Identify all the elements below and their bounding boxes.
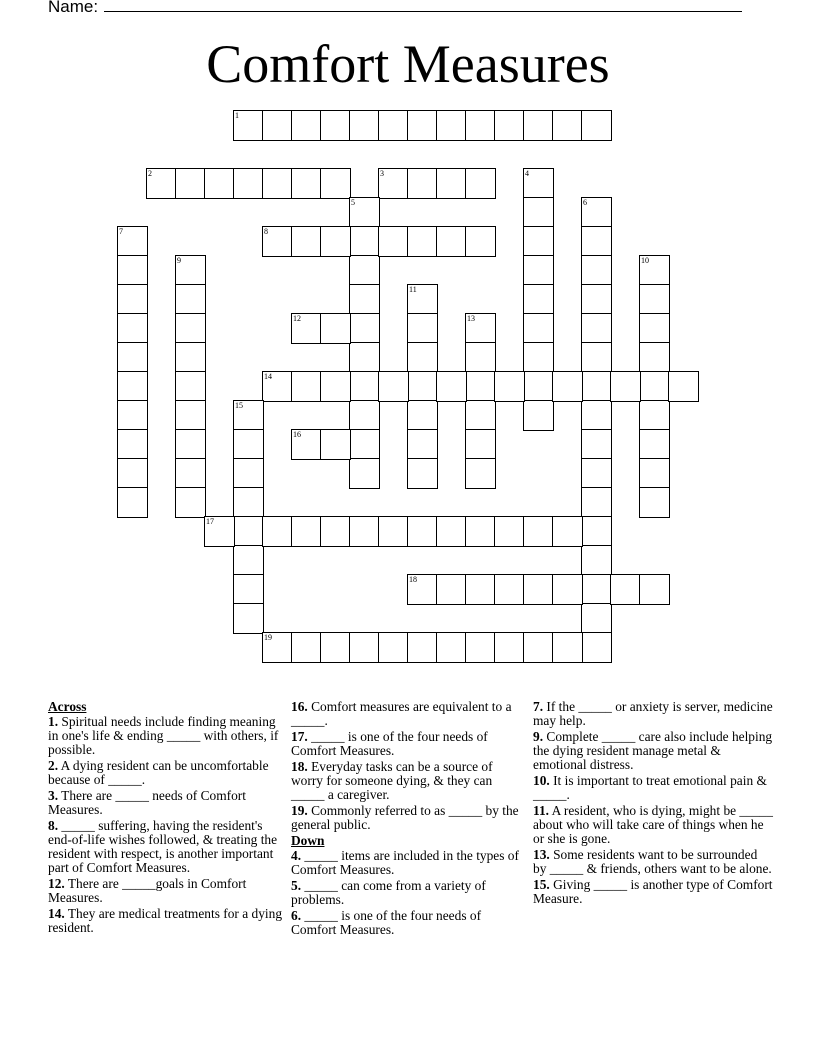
grid-cell[interactable] xyxy=(349,110,380,141)
grid-cell[interactable] xyxy=(639,342,670,373)
grid-cell[interactable] xyxy=(320,110,351,141)
clue-item xyxy=(533,774,773,802)
grid-cell[interactable] xyxy=(175,400,206,431)
grid-cell[interactable] xyxy=(407,313,438,344)
grid-cell[interactable] xyxy=(407,400,438,431)
clue-item-number: 1. xyxy=(48,714,59,729)
clue-number: 14 xyxy=(264,372,272,381)
grid-cell[interactable] xyxy=(320,313,351,344)
grid-cell[interactable] xyxy=(465,342,496,373)
grid-cell[interactable] xyxy=(552,371,583,402)
grid-cell[interactable] xyxy=(349,371,380,402)
clue-item-number: 14. xyxy=(48,906,65,921)
clue-item xyxy=(291,700,523,728)
grid-cell[interactable] xyxy=(291,168,322,199)
grid-cell[interactable] xyxy=(465,632,496,663)
grid-cell[interactable] xyxy=(320,516,351,547)
grid-cell[interactable] xyxy=(291,110,322,141)
grid-cell[interactable] xyxy=(523,284,554,315)
clue-item-number: 8. xyxy=(48,818,59,833)
grid-cell[interactable] xyxy=(349,632,380,663)
clue-item-number: 5. xyxy=(291,878,302,893)
grid-cell[interactable] xyxy=(523,197,554,228)
clue-item-text: Comfort measures are equivalent to a _____. xyxy=(291,699,512,728)
clue-item-text: Commonly referred to as _____ by the general public. xyxy=(291,803,519,832)
grid-cell[interactable] xyxy=(233,516,264,547)
grid-cell[interactable] xyxy=(465,371,496,402)
grid-cell[interactable] xyxy=(581,429,612,460)
clue-item-text: Everyday tasks can be a source of worry for someone dying, & they can _____ a caregiver. xyxy=(291,759,493,802)
grid-cell[interactable] xyxy=(233,458,264,489)
clues-column-2 xyxy=(291,700,523,939)
grid-cell[interactable] xyxy=(523,226,554,257)
grid-cell[interactable] xyxy=(233,545,264,576)
clue-number: 7 xyxy=(119,227,123,236)
grid-cell[interactable] xyxy=(465,429,496,460)
grid-cell[interactable] xyxy=(262,632,293,663)
grid-cell[interactable] xyxy=(436,371,467,402)
clue-item-number: 2. xyxy=(48,758,59,773)
grid-cell[interactable] xyxy=(465,226,496,257)
grid-cell[interactable] xyxy=(494,574,525,605)
grid-cell[interactable] xyxy=(175,168,206,199)
grid-cell[interactable] xyxy=(407,284,438,315)
clue-item-number: 9. xyxy=(533,729,544,744)
grid-cell[interactable] xyxy=(146,168,177,199)
grid-cell[interactable] xyxy=(117,371,148,402)
grid-cell[interactable] xyxy=(581,313,612,344)
grid-cell[interactable] xyxy=(465,400,496,431)
grid-cell[interactable] xyxy=(349,429,380,460)
grid-cell[interactable] xyxy=(378,632,409,663)
grid-cell[interactable] xyxy=(523,632,554,663)
grid-cell[interactable] xyxy=(407,110,438,141)
clue-item-number: 17. xyxy=(291,729,308,744)
clue-item-number: 11. xyxy=(533,803,549,818)
grid-cell[interactable] xyxy=(552,516,583,547)
clue-item-text: A resident, who is dying, might be _____ about who will take care of things when he or she is gone. xyxy=(533,803,773,846)
grid-cell[interactable] xyxy=(262,110,293,141)
grid-cell[interactable] xyxy=(639,313,670,344)
clue-item-text: There are _____goals in Comfort Measures. xyxy=(48,876,247,905)
grid-cell[interactable] xyxy=(494,371,525,402)
grid-cell[interactable] xyxy=(407,516,438,547)
clue-item xyxy=(48,877,286,905)
grid-cell[interactable] xyxy=(117,487,148,518)
grid-cell[interactable] xyxy=(291,429,322,460)
clue-item-text: _____ can come from a variety of problems. xyxy=(291,878,486,907)
grid-cell[interactable] xyxy=(117,226,148,257)
grid-cell[interactable] xyxy=(407,168,438,199)
grid-cell[interactable] xyxy=(262,371,293,402)
grid-cell[interactable] xyxy=(378,516,409,547)
grid-cell[interactable] xyxy=(349,516,380,547)
grid-cell[interactable] xyxy=(349,400,380,431)
grid-cell[interactable] xyxy=(581,458,612,489)
grid-cell[interactable] xyxy=(639,400,670,431)
grid-cell[interactable] xyxy=(233,110,264,141)
clue-item-text: If the _____ or anxiety is server, medicine may help. xyxy=(533,699,773,728)
clue-item-text: Spiritual needs include finding meaning in one's life & ending _____ with others, if possible. xyxy=(48,714,279,757)
grid-cell[interactable] xyxy=(581,545,612,576)
grid-cell[interactable] xyxy=(581,487,612,518)
grid-cell[interactable] xyxy=(581,255,612,286)
grid-cell[interactable] xyxy=(581,516,612,547)
grid-cell[interactable] xyxy=(117,255,148,286)
grid-cell[interactable] xyxy=(639,574,670,605)
clue-item xyxy=(291,804,523,832)
grid-cell[interactable] xyxy=(581,197,612,228)
clue-item-text: _____ suffering, having the resident's end-of-life wishes followed, & treating the resident with respect, is another important part of Comfort Measures. xyxy=(48,818,278,875)
grid-cell[interactable] xyxy=(117,313,148,344)
grid-cell[interactable] xyxy=(291,226,322,257)
grid-cell[interactable] xyxy=(523,313,554,344)
clues-column-1 xyxy=(48,700,286,937)
grid-cell[interactable] xyxy=(320,226,351,257)
clue-item xyxy=(48,715,286,757)
clue-number: 6 xyxy=(583,198,587,207)
grid-cell[interactable] xyxy=(175,487,206,518)
clue-item-text: It is important to treat emotional pain & _____. xyxy=(533,773,767,802)
grid-cell[interactable] xyxy=(639,458,670,489)
grid-cell[interactable] xyxy=(552,574,583,605)
clue-item-text: Complete _____ care also include helping the dying resident manage metal & emotional distress. xyxy=(533,729,773,772)
grid-cell[interactable] xyxy=(523,574,554,605)
grid-cell[interactable] xyxy=(175,342,206,373)
clue-number: 18 xyxy=(409,575,417,584)
grid-cell[interactable] xyxy=(494,632,525,663)
grid-cell[interactable] xyxy=(233,487,264,518)
grid-cell[interactable] xyxy=(378,371,409,402)
grid-cell[interactable] xyxy=(552,110,583,141)
clue-item xyxy=(533,804,773,846)
grid-cell[interactable] xyxy=(552,632,583,663)
clue-item xyxy=(291,849,523,877)
grid-cell[interactable] xyxy=(378,226,409,257)
grid-cell[interactable] xyxy=(262,226,293,257)
clue-number: 12 xyxy=(293,314,301,323)
grid-cell[interactable] xyxy=(523,516,554,547)
grid-cell[interactable] xyxy=(581,226,612,257)
grid-cell[interactable] xyxy=(436,632,467,663)
page-title: Comfort Measures xyxy=(206,34,610,94)
clue-item-text: There are _____ needs of Comfort Measures. xyxy=(48,788,246,817)
grid-cell[interactable] xyxy=(668,371,699,402)
grid-cell[interactable] xyxy=(581,574,612,605)
clue-number: 16 xyxy=(293,430,301,439)
clue-item-number: 18. xyxy=(291,759,308,774)
clue-item-number: 10. xyxy=(533,773,550,788)
grid-cell[interactable] xyxy=(407,429,438,460)
grid-cell[interactable] xyxy=(465,516,496,547)
clue-item xyxy=(291,879,523,907)
clue-item-number: 4. xyxy=(291,848,302,863)
grid-cell[interactable] xyxy=(175,371,206,402)
clue-item-text: Some residents want to be surrounded by _____ & friends, others want to be alone. xyxy=(533,847,772,876)
grid-cell[interactable] xyxy=(378,168,409,199)
grid-cell[interactable] xyxy=(494,516,525,547)
grid-cell[interactable] xyxy=(523,168,554,199)
clue-item-text: _____ items are included in the types of Comfort Measures. xyxy=(291,848,519,877)
grid-cell[interactable] xyxy=(407,226,438,257)
clue-item-text: A dying resident can be uncomfortable because of _____. xyxy=(48,758,269,787)
grid-cell[interactable] xyxy=(117,284,148,315)
grid-cell[interactable] xyxy=(233,429,264,460)
grid-cell[interactable] xyxy=(523,400,554,431)
grid-cell[interactable] xyxy=(233,168,264,199)
grid-cell[interactable] xyxy=(117,429,148,460)
grid-cell[interactable] xyxy=(465,458,496,489)
clue-number: 5 xyxy=(351,198,355,207)
clue-item-text: _____ is one of the four needs of Comfort Measures. xyxy=(291,908,482,937)
clue-item-number: 13. xyxy=(533,847,550,862)
grid-cell[interactable] xyxy=(436,574,467,605)
grid-cell[interactable] xyxy=(320,168,351,199)
grid-cell[interactable] xyxy=(581,632,612,663)
grid-cell[interactable] xyxy=(175,284,206,315)
grid-cell[interactable] xyxy=(581,603,612,634)
grid-cell[interactable] xyxy=(320,632,351,663)
grid-cell[interactable] xyxy=(610,371,641,402)
grid-cell[interactable] xyxy=(175,458,206,489)
clue-item xyxy=(48,789,286,817)
grid-cell[interactable] xyxy=(581,371,612,402)
clue-number: 17 xyxy=(206,517,214,526)
grid-cell[interactable] xyxy=(320,429,351,460)
grid-cell[interactable] xyxy=(523,255,554,286)
name-label: Name: xyxy=(48,0,99,16)
grid-cell[interactable] xyxy=(581,342,612,373)
grid-cell[interactable] xyxy=(407,632,438,663)
clue-item-number: 7. xyxy=(533,699,544,714)
grid-cell[interactable] xyxy=(233,400,264,431)
clue-item xyxy=(291,730,523,758)
grid-cell[interactable] xyxy=(349,284,380,315)
grid-cell[interactable] xyxy=(117,342,148,373)
clue-number: 19 xyxy=(264,633,272,642)
grid-cell[interactable] xyxy=(465,313,496,344)
grid-cell[interactable] xyxy=(407,371,438,402)
grid-cell[interactable] xyxy=(262,168,293,199)
grid-cell[interactable] xyxy=(291,516,322,547)
grid-cell[interactable] xyxy=(349,255,380,286)
clue-item xyxy=(533,848,773,876)
grid-cell[interactable] xyxy=(523,110,554,141)
clue-item xyxy=(533,730,773,772)
grid-cell[interactable] xyxy=(523,371,554,402)
grid-cell[interactable] xyxy=(117,458,148,489)
grid-cell[interactable] xyxy=(436,110,467,141)
grid-cell[interactable] xyxy=(494,110,525,141)
grid-cell[interactable] xyxy=(378,110,409,141)
clue-number: 10 xyxy=(641,256,649,265)
clue-item-number: 19. xyxy=(291,803,308,818)
grid-cell[interactable] xyxy=(639,429,670,460)
grid-cell[interactable] xyxy=(581,400,612,431)
grid-cell[interactable] xyxy=(639,284,670,315)
grid-cell[interactable] xyxy=(407,458,438,489)
clue-number: 15 xyxy=(235,401,243,410)
grid-cell[interactable] xyxy=(581,110,612,141)
grid-cell[interactable] xyxy=(349,458,380,489)
clue-item-number: 16. xyxy=(291,699,308,714)
grid-cell[interactable] xyxy=(639,487,670,518)
grid-cell[interactable] xyxy=(639,255,670,286)
clue-number: 8 xyxy=(264,227,268,236)
clue-item xyxy=(291,909,523,937)
grid-cell[interactable] xyxy=(407,342,438,373)
clue-item xyxy=(291,760,523,802)
grid-cell[interactable] xyxy=(233,574,264,605)
grid-cell[interactable] xyxy=(175,429,206,460)
clue-item-text: Giving _____ is another type of Comfort Measure. xyxy=(533,877,773,906)
clue-item xyxy=(48,819,286,875)
grid-cell[interactable] xyxy=(436,516,467,547)
clue-number: 4 xyxy=(525,169,529,178)
grid-cell[interactable] xyxy=(262,516,293,547)
clue-item xyxy=(48,907,286,935)
grid-cell[interactable] xyxy=(320,371,351,402)
grid-cell[interactable] xyxy=(349,197,380,228)
grid-cell[interactable] xyxy=(291,632,322,663)
grid-cell[interactable] xyxy=(175,255,206,286)
grid-cell[interactable] xyxy=(204,516,235,547)
clue-item-text: _____ is one of the four needs of Comfort Measures. xyxy=(291,729,488,758)
grid-cell[interactable] xyxy=(407,574,438,605)
grid-cell[interactable] xyxy=(349,226,380,257)
clues-heading: Down xyxy=(291,833,325,848)
grid-cell[interactable] xyxy=(291,313,322,344)
grid-cell[interactable] xyxy=(581,284,612,315)
clue-item-number: 12. xyxy=(48,876,65,891)
clue-number: 2 xyxy=(148,169,152,178)
grid-cell[interactable] xyxy=(349,313,380,344)
clue-item-text: They are medical treatments for a dying resident. xyxy=(48,906,283,935)
grid-cell[interactable] xyxy=(465,168,496,199)
clues-column-3 xyxy=(533,700,773,908)
grid-cell[interactable] xyxy=(117,400,148,431)
grid-cell[interactable] xyxy=(523,342,554,373)
clue-item xyxy=(533,700,773,728)
clues-heading: Across xyxy=(48,699,87,714)
grid-cell[interactable] xyxy=(610,574,641,605)
clue-number: 11 xyxy=(409,285,417,294)
grid-cell[interactable] xyxy=(465,110,496,141)
grid-cell[interactable] xyxy=(175,313,206,344)
clue-item-number: 6. xyxy=(291,908,302,923)
clue-item-number: 15. xyxy=(533,877,550,892)
grid-cell[interactable] xyxy=(291,371,322,402)
grid-cell[interactable] xyxy=(465,574,496,605)
grid-cell[interactable] xyxy=(436,226,467,257)
clue-number: 3 xyxy=(380,169,384,178)
clue-number: 9 xyxy=(177,256,181,265)
grid-cell[interactable] xyxy=(233,603,264,634)
grid-cell[interactable] xyxy=(639,371,670,402)
clue-item xyxy=(533,878,773,906)
clue-item-number: 3. xyxy=(48,788,59,803)
grid-cell[interactable] xyxy=(436,168,467,199)
clue-number: 1 xyxy=(235,111,239,120)
clue-item xyxy=(48,759,286,787)
grid-cell[interactable] xyxy=(204,168,235,199)
clue-number: 13 xyxy=(467,314,475,323)
grid-cell[interactable] xyxy=(349,342,380,373)
